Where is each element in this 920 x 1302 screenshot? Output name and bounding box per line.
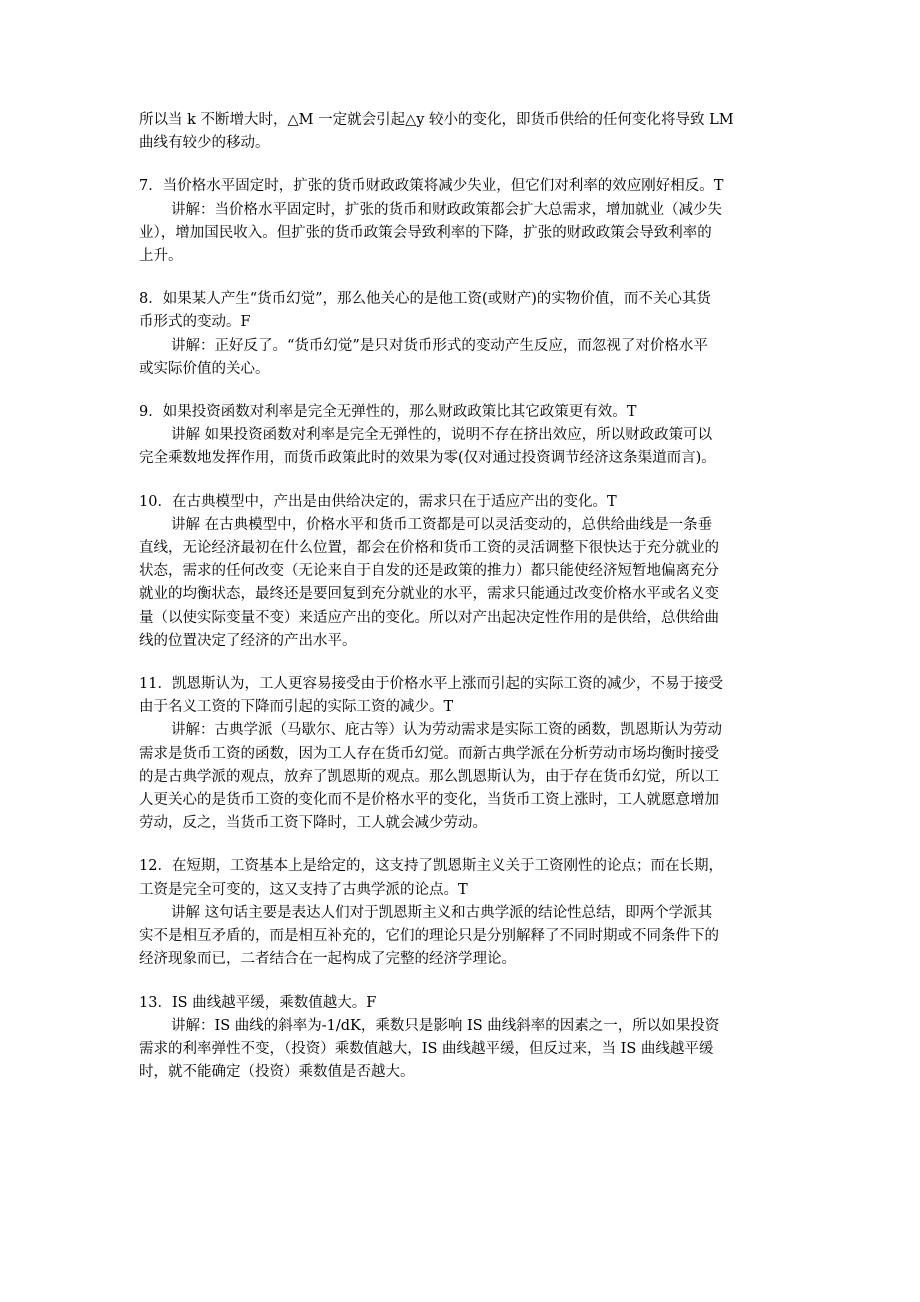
question-text: 币形式的变动。F — [139, 314, 251, 331]
explanation-text: 需求的利率弹性不变，（投资）乘数值越大，IS 曲线越平缓，但反过来，当 IS 曲线越平缓 — [139, 1040, 714, 1057]
explanation-text: 讲解：当价格水平固定时，扩张的货币和财政政策都会扩大总需求，增加就业（减少失 — [171, 201, 722, 218]
explanation-text: 上升。 — [139, 248, 183, 265]
explanation-text: 的是古典学派的观点，放弃了凯恩斯的观点。那么凯恩斯认为，由于存在货币幻觉，所以工 — [139, 768, 719, 785]
question-item-12 — [139, 855, 789, 971]
explanation-text: 讲解 如果投资函数对利率是完全无弹性的，说明不存在挤出效应，所以财政政策可以 — [171, 427, 713, 444]
explanation-text: 或实际价值的关心。 — [139, 360, 270, 377]
question-item-8 — [139, 288, 789, 381]
question-item-10 — [139, 491, 789, 653]
explanation-text: 完全乘数地发挥作用，而货币政策此时的效果为零(仅对通过投资调节经济这条渠道而言)。 — [139, 450, 716, 467]
explanation-text: 量（以使实际变量不变）来适应产出的变化。所以对产出起决定性作用的是供给，总供给曲 — [139, 609, 719, 626]
question-text: 7．当价格水平固定时，扩张的货币财政政策将减少失业，但它们对利率的效应刚好相反。T — [139, 178, 724, 195]
explanation-text: 直线，无论经济最初在什么位置，都会在价格和货币工资的灵活调整下很快达于充分就业的 — [139, 540, 719, 557]
explanation-text: 就业的均衡状态，最终还是要回复到充分就业的水平，需求只能通过改变价格水平或名义变 — [139, 586, 719, 603]
explanation-text: 经济现象而已，二者结合在一起构成了完整的经济学理论。 — [139, 951, 516, 968]
question-text: 13．IS 曲线越平缓，乘数值越大。F — [139, 994, 377, 1011]
intro-paragraph — [139, 109, 789, 155]
explanation-text: 业），增加国民收入。但扩张的货币政策会导致利率的下降，扩张的财政政策会导致利率的 — [139, 224, 712, 241]
explanation-text: 讲解：古典学派（马歇尔、庇古等）认为劳动需求是实际工资的函数，凯恩斯认为劳动 — [171, 722, 722, 739]
question-item-13 — [139, 992, 789, 1085]
explanation-text: 讲解：IS 曲线的斜率为-1/dK，乘数只是影响 IS 曲线斜率的因素之一，所以如果投资 — [171, 1017, 720, 1034]
text-line: 曲线有较少的移动。 — [139, 135, 270, 152]
question-text: 9．如果投资函数对利率是完全无弹性的，那么财政政策比其它政策更有效。T — [139, 404, 637, 421]
explanation-text: 需求是货币工资的函数，因为工人存在货币幻觉。而新古典学派在分析劳动市场均衡时接受 — [139, 745, 719, 762]
question-text: 10．在古典模型中，产出是由供给决定的，需求只在于适应产出的变化。T — [139, 493, 617, 510]
question-text: 工资是完全可变的，这又支持了古典学派的论点。T — [139, 881, 468, 898]
question-text: 11．凯恩斯认为，工人更容易接受由于价格水平上涨而引起的实际工资的减少，不易于接受 — [139, 676, 723, 693]
text-line: 所以当 k 不断增大时，△M 一定就会引起△y 较小的变化，即货币供给的任何变化将导致 LM — [139, 112, 734, 128]
question-text: 8．如果某人产生“货币幻觉”，那么他关心的是他工资(或财产)的实物价值，而不关心其货 — [139, 291, 711, 308]
explanation-text: 劳动，反之，当货币工资下降时，工人就会减少劳动。 — [139, 815, 487, 832]
question-item-9 — [139, 401, 789, 471]
question-item-7 — [139, 175, 789, 268]
explanation-text: 线的位置决定了经济的产出水平。 — [139, 632, 357, 649]
explanation-text: 讲解 这句话主要是表达人们对于凯恩斯主义和古典学派的结论性总结，即两个学派其 — [171, 904, 713, 921]
explanation-text: 状态，需求的任何改变（无论来自于自发的还是政策的推力）都只能使经济短暂地偏离充分 — [139, 563, 719, 580]
question-item-11 — [139, 673, 789, 835]
question-text: 由于名义工资的下降而引起的实际工资的减少。T — [139, 699, 454, 716]
explanation-text: 实不是相互矛盾的，而是相互补充的，它们的理论只是分别解释了不同时期或不同条件下的 — [139, 928, 719, 945]
document-page — [139, 109, 789, 1084]
explanation-text: 人更关心的是货币工资的变化而不是价格水平的变化，当货币工资上涨时，工人就愿意增加 — [139, 792, 719, 809]
question-text: 12．在短期，工资基本上是给定的，这支持了凯恩斯主义关于工资刚性的论点；而在长期， — [139, 858, 723, 875]
explanation-text: 讲解 在古典模型中，价格水平和货币工资都是可以灵活变动的，总供给曲线是一条垂 — [171, 516, 713, 533]
explanation-text: 讲解：正好反了。“货币幻觉”是只对货币形式的变动产生反应，而忽视了对价格水平 — [171, 337, 708, 354]
explanation-text: 时，就不能确定（投资）乘数值是否越大。 — [139, 1064, 415, 1081]
